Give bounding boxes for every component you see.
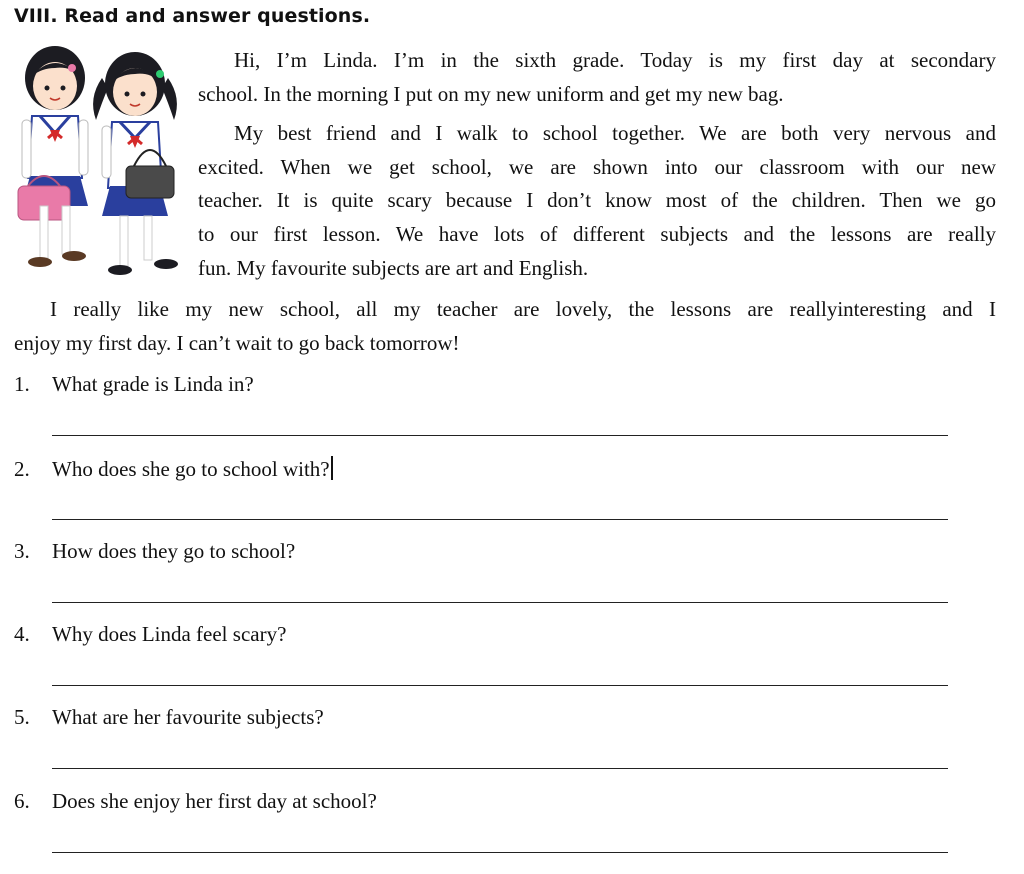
answer-line-5[interactable] bbox=[52, 768, 948, 769]
question-number: 4. bbox=[14, 622, 30, 646]
question-6 bbox=[14, 789, 377, 813]
question-number: 6. bbox=[14, 789, 30, 813]
schoolgirls-illustration bbox=[10, 38, 190, 283]
question-text: Why does Linda feel scary? bbox=[52, 622, 287, 646]
question-number: 2. bbox=[14, 457, 30, 481]
question-text: How does they go to school? bbox=[52, 539, 296, 563]
passage-line: enjoy my first day. I can’t wait to go back tomorrow! bbox=[14, 331, 460, 355]
answer-line-6[interactable] bbox=[52, 852, 948, 853]
section-heading: VIII. Read and answer questions. bbox=[14, 5, 371, 27]
passage-line: Hi, I’m Linda. I’m in the sixth grade. Today is my first day at secondary bbox=[234, 48, 996, 72]
question-text: Who does she go to school with? bbox=[52, 457, 330, 481]
question-number: 5. bbox=[14, 705, 30, 729]
passage-line: excited. When we get school, we are shown into our classroom with our new bbox=[198, 155, 996, 179]
question-text: Does she enjoy her first day at school? bbox=[52, 789, 377, 813]
question-5 bbox=[14, 705, 324, 729]
answer-line-2[interactable] bbox=[52, 519, 948, 520]
answer-line-1[interactable] bbox=[52, 435, 948, 436]
girl-left-figure bbox=[18, 46, 88, 267]
passage-line: teacher. It is quite scary because I don’t know most of the children. Then we go bbox=[198, 188, 996, 212]
passage-line: My best friend and I walk to school together. We are both very nervous and bbox=[234, 121, 996, 145]
question-3 bbox=[14, 539, 295, 563]
question-4 bbox=[14, 622, 286, 646]
question-number: 1. bbox=[14, 372, 30, 396]
girl-right-figure bbox=[93, 52, 178, 275]
question-1 bbox=[14, 372, 254, 396]
question-number: 3. bbox=[14, 539, 30, 563]
answer-line-4[interactable] bbox=[52, 685, 948, 686]
question-text: What grade is Linda in? bbox=[52, 372, 254, 396]
passage-line: to our first lesson. We have lots of different subjects and the lessons are really bbox=[198, 222, 996, 246]
text-cursor bbox=[331, 456, 333, 480]
passage-line: school. In the morning I put on my new uniform and get my new bag. bbox=[198, 82, 784, 106]
answer-line-3[interactable] bbox=[52, 602, 948, 603]
question-2 bbox=[14, 456, 333, 481]
passage-line: fun. My favourite subjects are art and English. bbox=[198, 256, 589, 280]
question-text: What are her favourite subjects? bbox=[52, 705, 324, 729]
passage-line: I really like my new school, all my teacher are lovely, the lessons are reallyinteresting and I bbox=[50, 297, 996, 321]
